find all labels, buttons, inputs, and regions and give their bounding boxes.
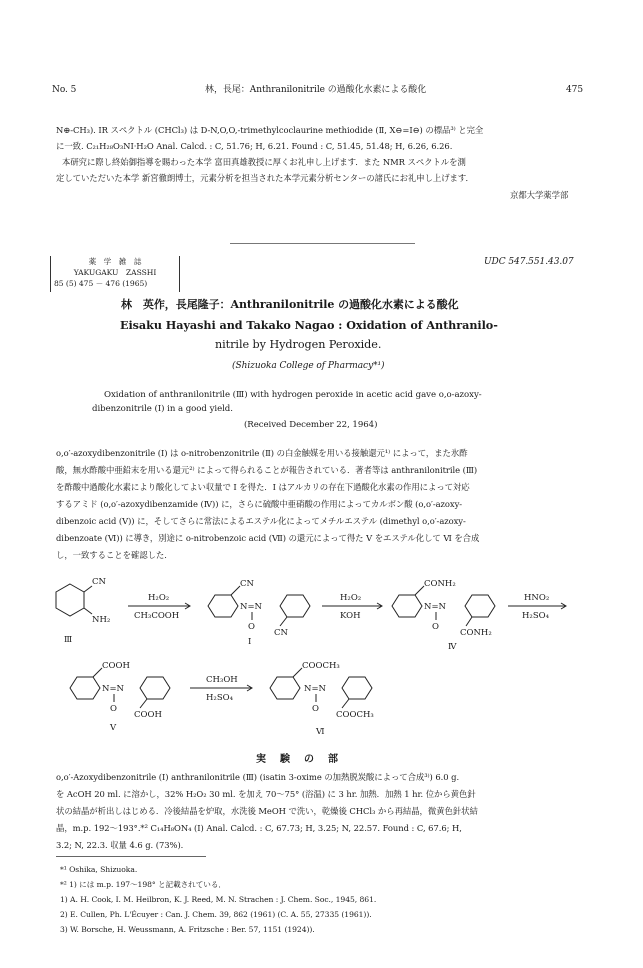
label-cooch3-b: COOCH₃ — [336, 710, 374, 720]
label-cn-1a: CN — [240, 579, 254, 589]
journal-name-jp: 薬 学 雑 誌 — [88, 257, 142, 266]
running-title: 林，長尾：Anthranilonitrile の過酸化水素による酸化 — [205, 85, 427, 95]
benzene-ring-6b — [342, 677, 372, 699]
experimental-line-5: 3.2; N, 22.3. 収量 4.6 g. (73%). — [56, 840, 184, 850]
udc-number: UDC 547.551.43.07 — [484, 257, 574, 267]
abstract-line-1: Oxidation of anthranilonitrile (Ⅲ) with hydrogen peroxide in acetic acid gave o,o-azoxy- — [104, 390, 482, 400]
received-date: (Received December 22, 1964) — [244, 420, 378, 430]
azoxy-group-6: N=N — [304, 684, 326, 694]
azoxy-oxygen-1: O — [248, 622, 255, 632]
page-number: 475 — [566, 85, 584, 95]
continued-text-line-2: に一致. C₂₁H₂₈O₃NI·H₂O Anal. Calcd. : C, 51.76; H, 6.21. Found : C, 51.45, 51.48; H, 6.26, 6.26. — [56, 141, 453, 151]
journal-volume: 85 (5) 475 － 476 (1965) — [54, 279, 148, 288]
footnote-divider — [56, 856, 206, 857]
reagent-methanol: CH₃OH — [206, 675, 238, 685]
reference-2: 2) E. Cullen, Ph. L'Écuyer : Can. J. Chem. 39, 862 (1961) (C. A. 55, 27335 (1961)). — [60, 910, 372, 919]
label-conh2-a: CONH₂ — [424, 579, 456, 589]
label-conh2-b: CONH₂ — [460, 628, 492, 638]
journal-citation-box — [50, 256, 180, 292]
section-title: 実 験 の 部 — [256, 754, 340, 765]
institution: (Shizuoka College of Pharmacy*¹) — [232, 361, 385, 371]
reagent-h2so4-1: H₂SO₄ — [522, 611, 550, 621]
reagent-h2o2-1: H₂O₂ — [148, 593, 170, 603]
label-cn-3: CN — [92, 577, 106, 587]
acknowledgement-line-1: 本研究に際し終始御指導を賜わった本学 富田真雄教授に厚くお礼申し上げます．また NMR スペクトルを測 — [62, 157, 466, 167]
affiliation-top: 京都大学薬学部 — [510, 190, 569, 200]
label-cn-1b: CN — [274, 628, 288, 638]
reagent-h2so4-2: H₂SO₄ — [206, 693, 234, 703]
body-line-2: 酸，無水酢酸中亜鉛末を用いる還元²⁾ によって得られることが報告されている．著者等は anthranilonitrile (Ⅲ) — [56, 465, 478, 475]
body-line-5: dibenzoic acid (Ⅴ)) に，そしてさらに常法によるエステル化によってメチルエステル (dimethyl o,o′-azoxy- — [56, 516, 466, 526]
benzene-ring-5b — [140, 677, 170, 699]
footnote-2: *² 1) には m.p. 197～198° と記載されている． — [60, 880, 226, 889]
label-cooh-a: COOH — [102, 661, 130, 671]
abstract-line-2: dibenzonitrile (Ⅰ) in a good yield. — [92, 404, 233, 414]
reference-3: 3) W. Borsche, H. Weussmann, A. Fritzsche : Ber. 57, 1151 (1924)). — [60, 925, 315, 934]
label-cooh-b: COOH — [134, 710, 162, 720]
reagent-acetic-acid: CH₃COOH — [134, 611, 180, 621]
experimental-line-1: o,o′-Azoxydibenzonitrile (Ⅰ) anthranilonitrile (Ⅲ) (isatin 3-oxime の加熱脱炭酸によって合成³⁾) 6.0 g. — [56, 772, 460, 782]
benzene-ring-5a — [70, 677, 100, 699]
benzene-ring-4b — [465, 595, 495, 617]
label-nh2: NH₂ — [92, 615, 111, 625]
continued-text-line-1: N⊕-CH₃). IR スペクトル (CHCl₃) は D-N,O,O,-trimethylcoclaurine methiodide (Ⅱ, X⊖=I⊖) の標品³⁾ と完全 — [56, 125, 484, 135]
experimental-line-3: 状の結晶が析出しはじめる．冷後結晶を炉取，水洗後 MeOH で洗い，乾燥後 CHCl₃ から再結晶，微黄色針状結 — [56, 806, 478, 816]
reagent-koh: KOH — [340, 611, 361, 621]
section-divider — [230, 243, 415, 244]
benzene-ring-3 — [56, 584, 84, 616]
body-line-4: するアミド (o,o′-azoxydibenzamide (Ⅳ)) に，さらに硫酸中亜硝酸の作用によってカルボン酸 (o,o′-azoxy- — [56, 499, 463, 509]
azoxy-oxygen-4: O — [432, 622, 439, 632]
acknowledgement-line-2: 定していただいた本学 新宮徹朗博士，元素分析を担当された本学元素分析センターの諸氏にお礼申し上げます． — [56, 173, 474, 183]
footnote-1: *¹ Oshika, Shizuoka. — [60, 865, 138, 874]
experimental-line-2: を AcOH 20 ml. に溶かし，32% H₂O₂ 30 ml. を加え 70～75° (浴温) に 3 hr. 加熱．加熱 1 hr. 位から黄色針 — [56, 789, 476, 799]
reaction-scheme — [40, 562, 610, 742]
journal-name-en: YAKUGAKU ZASSHI — [73, 268, 157, 277]
benzene-ring-1a — [208, 595, 238, 617]
azoxy-oxygen-5: O — [110, 704, 117, 714]
azoxy-group-1: N=N — [240, 602, 262, 612]
label-cooch3-a: COOCH₃ — [302, 661, 340, 671]
benzene-ring-4a — [392, 595, 422, 617]
reagent-hno2: HNO₂ — [524, 593, 550, 603]
azoxy-group-4: N=N — [424, 602, 446, 612]
body-line-3: を酢酸中過酸化水素により酸化してよい収量で Ⅰ を得た．Ⅰ はアルカリの存在下過酸化水素の作用によって対応 — [56, 482, 470, 492]
benzene-ring-6a — [270, 677, 300, 699]
page-section-label: No. 5 — [52, 85, 77, 95]
compound-label-5: Ⅴ — [110, 723, 117, 733]
title-english-line-1: Eisaku Hayashi and Takako Nagao : Oxidation of Anthranilo- — [120, 318, 498, 332]
body-line-7: し，一致することを確認した． — [56, 550, 173, 560]
title-japanese: 林 英作，長尾隆子：Anthranilonitrile の過酸化水素による酸化 — [121, 298, 459, 311]
compound-label-4: Ⅳ — [448, 642, 457, 652]
compound-label-6: Ⅵ — [316, 727, 325, 737]
reagent-h2o2-2: H₂O₂ — [340, 593, 362, 603]
experimental-line-4: 晶，m.p. 192～193°.*² C₁₄H₈ON₄ (Ⅰ) Anal. Calcd. : C, 67.73; H, 3.25; N, 22.57. Found : C, 67.6; H, — [56, 823, 462, 833]
body-line-1: o,o′-azoxydibenzonitrile (Ⅰ) は o-nitrobenzonitrile (Ⅱ) の白金触媒を用いる接触還元¹⁾ によって，また氷酢 — [56, 448, 468, 458]
compound-label-1: Ⅰ — [248, 637, 252, 647]
body-line-6: dibenzoate (Ⅵ)) に導き，別途に o-nitrobenzoic acid (Ⅶ) の還元によって得た Ⅴ をエステル化して Ⅵ を合成 — [56, 533, 480, 543]
title-english-line-2: nitrile by Hydrogen Peroxide. — [215, 338, 382, 351]
azoxy-group-5: N=N — [102, 684, 124, 694]
benzene-ring-1b — [280, 595, 310, 617]
reference-1: 1) A. H. Cook, I. M. Heilbron, K. J. Reed, M. N. Strachen : J. Chem. Soc., 1945, 861. — [60, 895, 377, 904]
compound-label-3: Ⅲ — [64, 635, 73, 645]
azoxy-oxygen-6: O — [312, 704, 319, 714]
